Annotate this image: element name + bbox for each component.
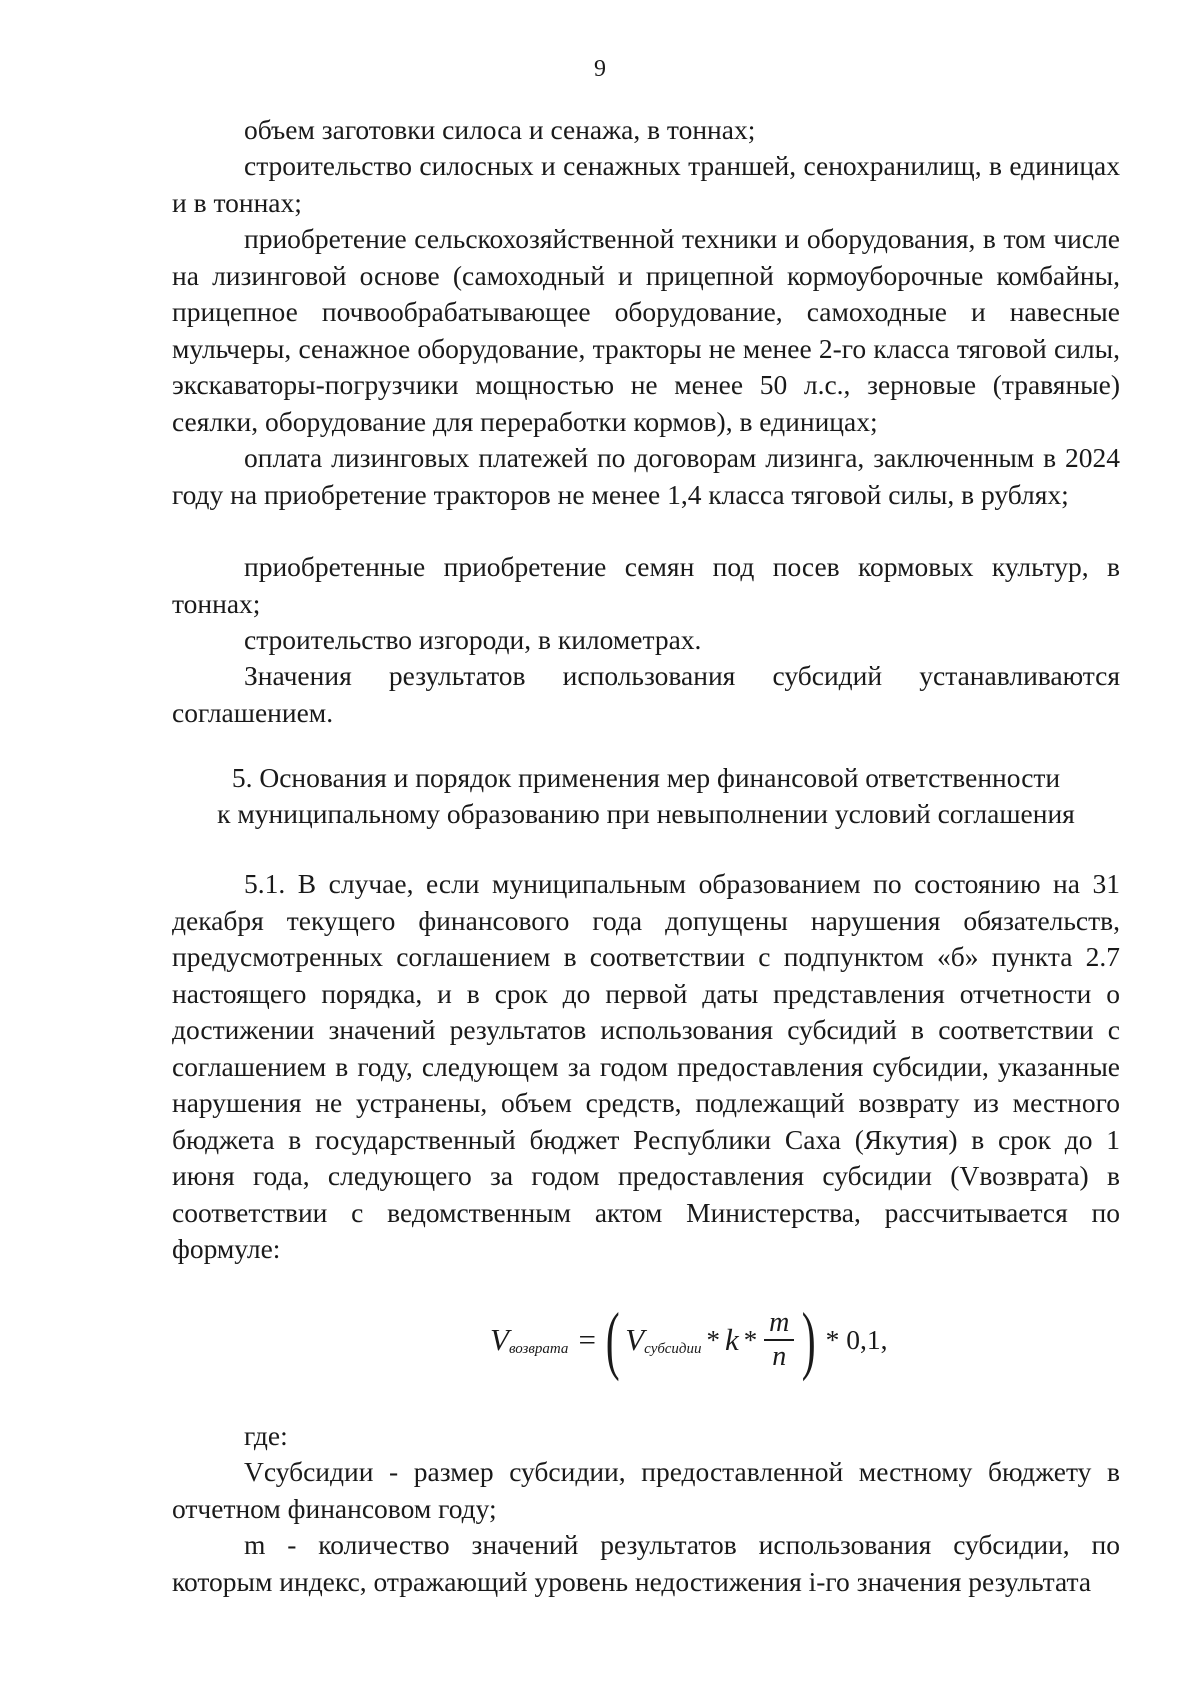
formula-equals: = <box>578 1322 596 1357</box>
definition-m: m - количество значений результатов использования субсидии, по которым индекс, отражающий уровень недостижения i-го значения результата <box>172 1529 1120 1597</box>
formula-lhs-subscript: возврата <box>508 1340 569 1357</box>
formula-subsidy-subscript: субсидии <box>644 1340 702 1357</box>
formula-close-paren: ) <box>801 1298 816 1382</box>
formula-multiply-1: * <box>706 1324 720 1355</box>
formula-fraction <box>764 1307 794 1373</box>
paragraph-seed-purchase: приобретенные приобретение семян под посев кормовых культур, в тоннах; <box>172 551 1120 619</box>
definition-vsubsidy: Vсубсидии - размер субсидии, предоставленной местному бюджету в отчетном финансовом году; <box>172 1456 1120 1524</box>
formula-subsidy-var: V <box>625 1322 645 1357</box>
formula-multiply-2: * <box>743 1324 758 1355</box>
formula-k: k <box>724 1322 739 1357</box>
clause-5-1: 5.1. В случае, если муниципальным образованием по состоянию на 31 декабря текущего финансового года допущены нарушения обязательств, предусмотренных соглашением в соответствии с подпунктом «б» пункта 2.7 настоящего порядка, и в срок до первой даты представления отчетности о достижении значений результатов использования субсидий в соответствии с соглашением в году, следующем за годом предоставления субсидии, указанные нарушения не устранены, объем средств, подлежащий возврату из местного бюджета в государственный бюджет Республики Саха (Якутия) в срок до 1 июня года, следующего за годом предоставления субсидии (Vвозврата) в соответствии с ведомственным актом Министерства, рассчитывается по формуле: <box>172 868 1120 1264</box>
formula-tail: * 0,1, <box>825 1324 888 1355</box>
paragraph-trench-construction: строительство силосных и сенажных траншей, сенохранилищ, в единицах и в тоннах; <box>172 150 1120 218</box>
formula-denominator: n <box>772 1340 787 1372</box>
formula-numerator: m <box>769 1307 790 1339</box>
section-heading <box>160 760 1132 832</box>
paragraph-fence-construction: строительство изгороди, в километрах. <box>244 624 702 655</box>
formula-lhs-var: V <box>490 1322 509 1357</box>
paragraph-result-values: Значения результатов использования субсидий устанавливаются соглашением. <box>172 660 1120 728</box>
paragraph-equipment-purchase: приобретение сельскохозяйственной техники и оборудования, в том числе на лизинговой основе (самоходный и прицепной кормоуборочные комбайны, прицепное почвообрабатывающее оборудование, самоходные и навесные мульчеры, сенажное оборудование, тракторы не менее 2-го класса тяговой силы, экскаваторы-погрузчики мощностью не менее 50 л.с., зерновые (травяные) сеялки, оборудование для переработки кормов), в единицах; <box>172 223 1120 437</box>
where-label: где: <box>244 1420 288 1451</box>
page-number: 9 <box>594 56 606 82</box>
paragraph-silage-volume: объем заготовки силоса и сенажа, в тоннах; <box>244 114 756 145</box>
section-heading-line1: 5. Основания и порядок применения мер финансовой ответственности <box>231 762 1061 793</box>
refund-formula <box>490 1296 887 1384</box>
formula-open-paren: ( <box>605 1298 620 1382</box>
paragraph-leasing-payments: оплата лизинговых платежей по договорам лизинга, заключенным в 2024 году на приобретение тракторов не менее 1,4 класса тяговой силы, в рублях; <box>172 442 1120 510</box>
section-heading-line2: к муниципальному образованию при невыполнении условий соглашения <box>217 798 1075 829</box>
